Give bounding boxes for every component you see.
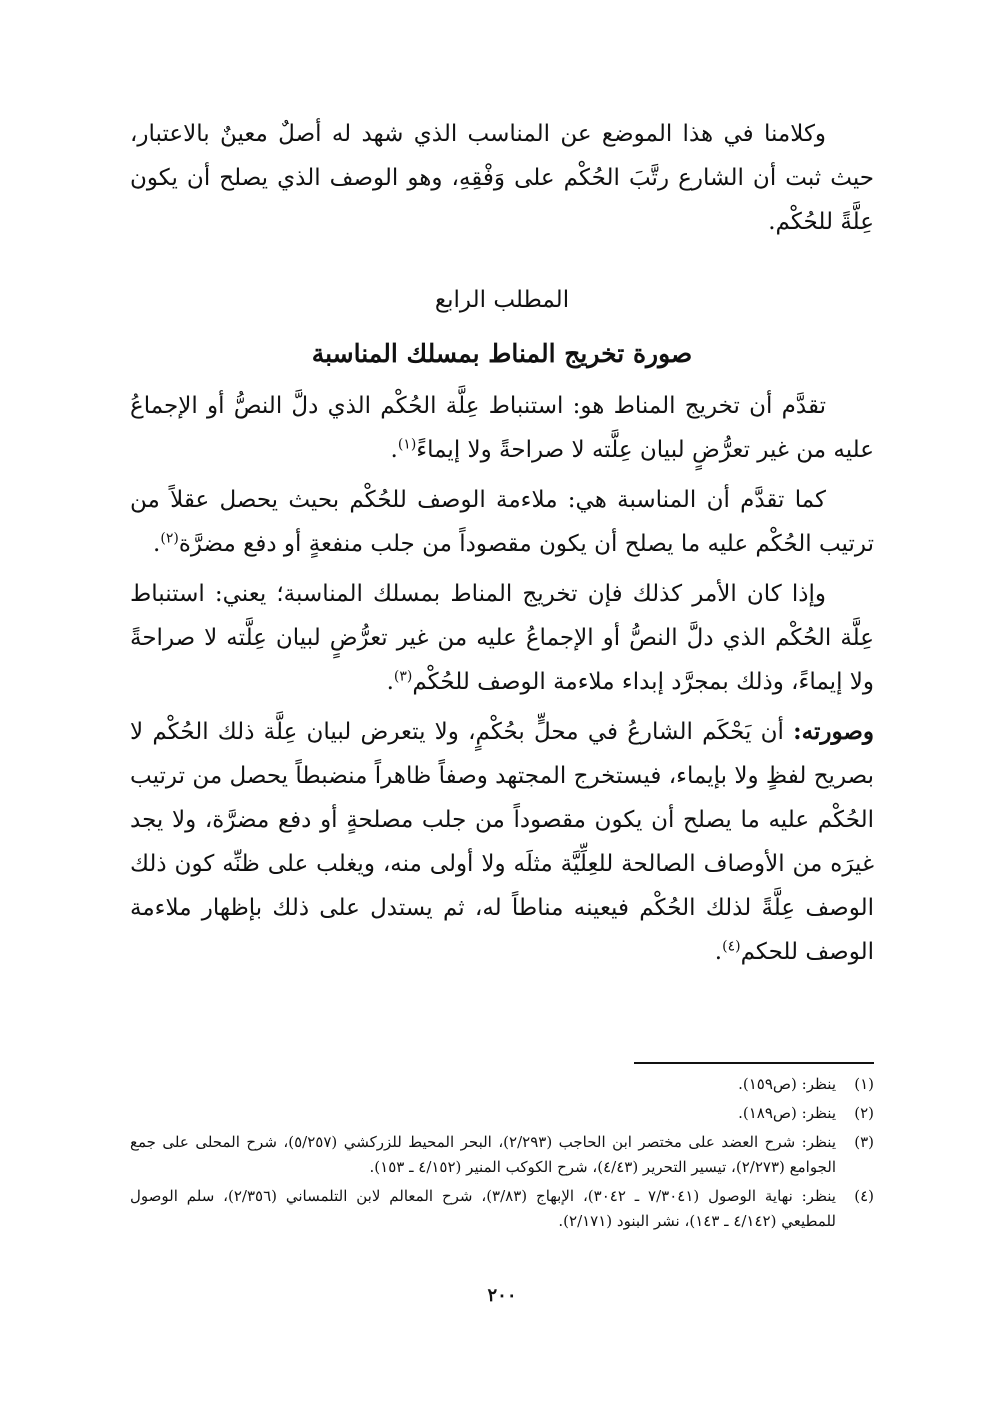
paragraph-4-text: وإذا كان الأمر كذلك فإن تخريج المناط بمسلك المناسبة؛ يعني: استنباط عِلَّة الحُكْم الذي دلَّ النصُّ أو الإجماعُ عليه من غير تعرُّضٍ لبيان عِلَّته لا صراحةً ولا إيماءً، وذلك بمجرَّد إبداء ملاءمة الوصف للحُكْم	[130, 581, 874, 695]
paragraph-5-lead: وصورته:	[793, 718, 874, 745]
paragraph-1-text: وكلامنا في هذا الموضع عن المناسب الذي شهد له أصلٌ معينٌ بالاعتبار، حيث ثبت أن الشارع رتَّبَ الحُكْم على وَفْقِهِ، وهو الوصف الذي يصلح أن يكون عِلَّةً للحُكْم.	[130, 121, 874, 235]
footnote-number: (١)	[854, 1075, 874, 1093]
footnote-ref-3[interactable]: (٣)	[393, 668, 413, 685]
footnote-2	[130, 1101, 874, 1126]
footnote-number: (٢)	[854, 1104, 874, 1122]
paragraph-3-text: كما تقدَّم أن المناسبة هي: ملاءمة الوصف للحُكْم بحيث يحصل عقلاً من ترتيب الحُكْم عليه ما يصلح أن يكون مقصوداً من جلب منفعةٍ أو دفع مضرَّة	[130, 487, 874, 557]
paragraph-5-end: .	[714, 939, 723, 965]
footnotes	[130, 1072, 874, 1238]
footnote-number: (٣)	[854, 1133, 874, 1151]
footnote-text: ينظر: نهاية الوصول (٧/٣٠٤١ ـ ٣٠٤٢)، الإبهاج (٣/٨٣)، شرح المعالم لابن التلمساني (٢/٣٥٦)، سلم الوصول للمطيعي (٤/١٤٢ ـ ١٤٣)، نشر البنود (٢/١٧١).	[130, 1187, 836, 1230]
paragraph-4-end: .	[386, 669, 394, 695]
paragraph-1	[130, 112, 874, 244]
paragraph-4	[130, 572, 874, 704]
paragraph-2	[130, 384, 874, 472]
footnote-ref-2[interactable]: (٢)	[160, 530, 179, 547]
paragraph-3	[130, 478, 874, 566]
page-number: ٢٠٠	[487, 1285, 517, 1306]
footnote-divider	[634, 1062, 874, 1064]
paragraph-5-text: أن يَحْكَم الشارعُ في محلٍّ بحُكْمٍ، ولا يتعرض لبيان عِلَّة ذلك الحُكْم لا بصريح لفظٍ ولا بإيماء، فيستخرج المجتهد وصفاً ظاهراً منضبطاً يحصل من ترتيب الحُكْم عليه ما يصلح أن يكون مقصوداً من جلب مصلحةٍ أو دفع مضرَّة، ولا يجد غيرَه من الأوصاف الصالحة للعِلِّيَّة مثلَه ولا أولى منه، ويغلب على ظنِّه كون ذلك الوصف عِلَّةً لذلك الحُكْم فيعينه مناطاً له، ثم يستدل على ذلك بإظهار ملاءمة الوصف للحكم	[130, 719, 874, 965]
paragraph-2-text: تقدَّم أن تخريج المناط هو: استنباط عِلَّة الحُكْم الذي دلَّ النصُّ أو الإجماعُ عليه من غير تعرُّضٍ لبيان عِلَّته لا صراحةً ولا إيماءً	[130, 393, 874, 463]
section-heading: المطلب الرابع	[434, 287, 570, 313]
main-text	[130, 112, 874, 980]
footnote-ref-4[interactable]: (٤)	[722, 938, 741, 955]
footnote-text: ينظر: شرح العضد على مختصر ابن الحاجب (٢/٢٩٣)، البحر المحيط للزركشي (٥/٢٥٧)، شرح المحلى على جمع الجوامع (٢/٢٧٣)، تيسير التحرير (٤/٤٣)، شرح الكوكب المنير (٤/١٥٢ ـ ١٥٣).	[130, 1133, 837, 1176]
paragraph-3-end: .	[153, 531, 161, 557]
footnote-3	[130, 1130, 874, 1180]
footnote-text: ينظر: (ص١٨٩).	[738, 1104, 836, 1122]
footnote-1	[130, 1072, 874, 1097]
footnote-number: (٤)	[854, 1187, 874, 1205]
footnote-text: ينظر: (ص١٥٩).	[738, 1075, 836, 1093]
paragraph-5	[130, 710, 874, 974]
footnote-ref-1[interactable]: (١)	[397, 436, 417, 453]
footnote-4	[130, 1184, 874, 1234]
section-title: صورة تخريج المناط بمسلك المناسبة	[311, 339, 693, 368]
paragraph-2-end: .	[390, 437, 398, 463]
